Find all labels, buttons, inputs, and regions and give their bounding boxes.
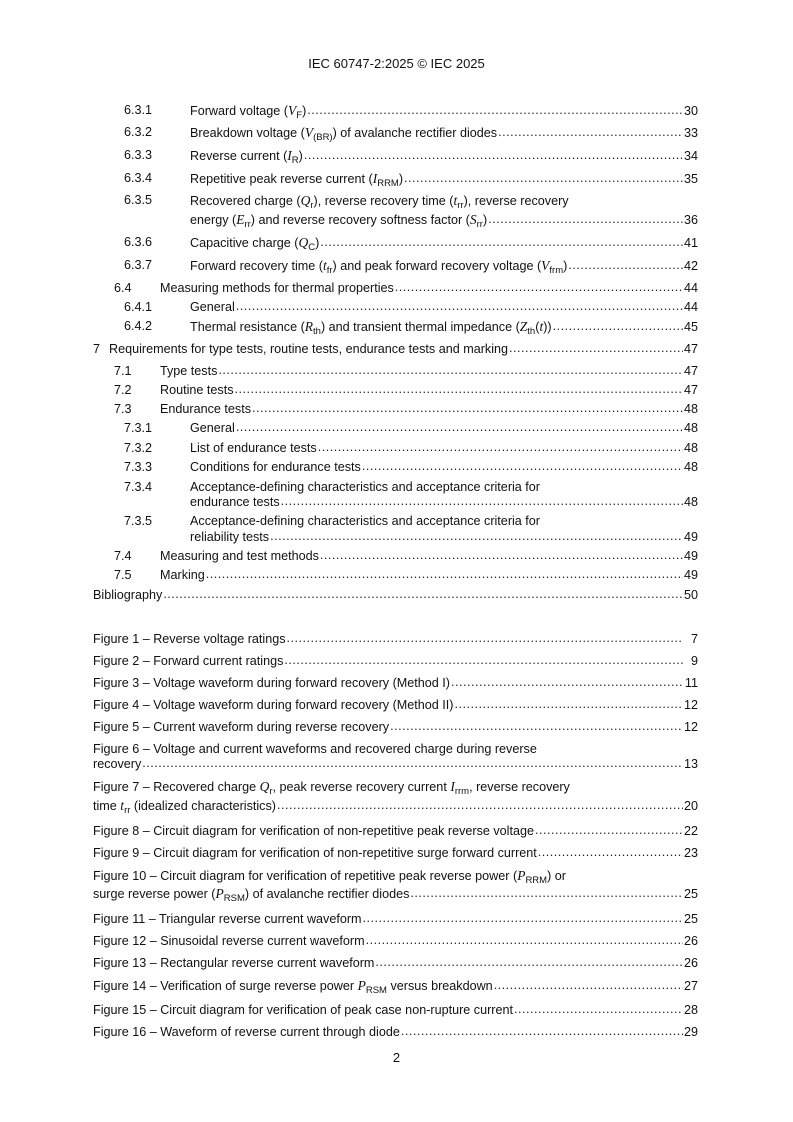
entry-text: General xyxy=(190,300,235,314)
dot-leader xyxy=(307,103,683,117)
page-reference: 30 xyxy=(683,104,698,118)
page-reference: 20 xyxy=(683,799,698,813)
dot-leader xyxy=(142,756,683,770)
page-reference: 27 xyxy=(683,979,698,993)
entry-line xyxy=(190,495,698,509)
page-reference: 36 xyxy=(683,213,698,227)
entry-text: Measuring methods for thermal properties xyxy=(160,281,394,295)
entry-text: Routine tests xyxy=(160,383,234,397)
entry-line xyxy=(93,824,698,838)
subscript: RSM xyxy=(365,985,387,996)
dot-leader xyxy=(270,529,683,543)
entry-title xyxy=(93,632,286,646)
entry-text: Figure 10 – Circuit diagram for verification of repetitive peak reverse power ( xyxy=(93,869,518,883)
entry-text: Figure 3 – Voltage waveform during forward recovery (Method I) xyxy=(93,676,450,690)
entry-title xyxy=(93,886,409,902)
entry-text: ) and peak forward recovery voltage ( xyxy=(332,259,542,273)
entry-line xyxy=(190,148,698,164)
entry-title xyxy=(190,148,303,164)
page-reference: 34 xyxy=(683,149,698,163)
entry-title xyxy=(93,779,570,795)
page-reference: 48 xyxy=(683,460,698,474)
symbol: E xyxy=(236,212,245,227)
entry-title xyxy=(160,549,319,563)
entry-text: energy ( xyxy=(190,213,237,227)
page-reference: 49 xyxy=(683,568,698,582)
entry-line xyxy=(93,934,698,948)
entry-text: Figure 16 – Waveform of reverse current through diode xyxy=(93,1025,400,1039)
page-reference: 33 xyxy=(683,126,698,140)
entry-text: Marking xyxy=(160,568,205,582)
entry-text: Figure 15 – Circuit diagram for verification of peak case non-rupture current xyxy=(93,1003,513,1017)
page-reference: 48 xyxy=(683,441,698,455)
entry-text: surge reverse power ( xyxy=(93,887,216,901)
entry-title xyxy=(190,319,552,335)
section-number: 7.3 xyxy=(114,402,132,416)
dot-leader xyxy=(498,125,683,139)
entry-title xyxy=(190,103,306,119)
page-reference: 47 xyxy=(683,342,698,356)
subscript: RRM xyxy=(377,178,399,189)
symbol: I xyxy=(450,779,455,794)
entry-text: ) and transient thermal impedance ( xyxy=(320,320,520,334)
entry-title xyxy=(190,235,319,251)
page-reference: 13 xyxy=(683,757,698,771)
entry-text: Reverse current ( xyxy=(190,149,288,163)
entry-line xyxy=(93,846,698,860)
subscript: r xyxy=(269,786,273,797)
entry-text: , reverse recovery xyxy=(469,780,570,794)
symbol: t xyxy=(539,319,544,334)
dot-leader xyxy=(284,653,683,667)
dot-leader xyxy=(304,148,683,162)
entry-text: ), reverse recovery time ( xyxy=(313,194,454,208)
section-number: 6.3.6 xyxy=(124,235,153,249)
subscript: frm xyxy=(549,265,564,276)
dot-leader xyxy=(509,341,683,355)
page-reference: 49 xyxy=(683,549,698,563)
symbol: S xyxy=(469,212,477,227)
symbol: I xyxy=(287,148,292,163)
entry-text: ) xyxy=(315,236,320,250)
entry-title xyxy=(190,460,361,474)
entry-line xyxy=(190,530,698,544)
entry-text: Requirements for type tests, routine tests, endurance tests and marking xyxy=(109,342,509,356)
entry-line xyxy=(160,383,698,397)
entry-line xyxy=(93,676,698,690)
entry-title xyxy=(93,720,389,734)
dot-leader xyxy=(553,319,683,333)
section-number: 6.3.1 xyxy=(124,103,153,117)
dot-leader xyxy=(235,382,683,396)
entry-line xyxy=(93,632,698,646)
entry-text: ( xyxy=(535,320,540,334)
page-reference: 45 xyxy=(683,320,698,334)
dot-leader xyxy=(568,258,683,272)
entry-title xyxy=(93,934,365,948)
entry-title xyxy=(190,421,235,435)
entry-line xyxy=(190,235,698,251)
entry-line xyxy=(190,319,698,335)
dot-leader xyxy=(206,567,683,581)
section-number: 6.3.5 xyxy=(124,193,153,207)
subscript: rr xyxy=(124,805,131,816)
dot-leader xyxy=(236,299,683,313)
entry-title xyxy=(93,824,534,838)
entry-text: ), reverse recovery xyxy=(463,194,569,208)
entry-text: versus breakdown xyxy=(386,979,493,993)
entry-title xyxy=(190,125,497,141)
entry-title xyxy=(93,956,374,970)
dot-leader xyxy=(287,631,683,645)
page-reference: 42 xyxy=(683,259,698,273)
section-number: 7.5 xyxy=(114,568,132,582)
page-reference: 11 xyxy=(684,676,698,690)
subscript: rr xyxy=(244,219,251,230)
symbol: Q xyxy=(298,235,309,250)
entry-title xyxy=(190,193,569,209)
subscript: r xyxy=(310,200,314,211)
entry-title xyxy=(93,1025,400,1039)
dot-leader xyxy=(395,280,683,294)
dot-leader xyxy=(366,933,683,947)
entry-text: Forward voltage ( xyxy=(190,104,288,118)
entry-text: Type tests xyxy=(160,364,218,378)
dot-leader xyxy=(320,235,683,249)
page-reference: 25 xyxy=(683,887,698,901)
subscript: RSM xyxy=(223,893,245,904)
page-reference: 48 xyxy=(683,402,698,416)
dot-leader xyxy=(320,548,683,562)
entry-text: Measuring and test methods xyxy=(160,549,319,563)
entry-title xyxy=(160,402,251,416)
section-number: 6.4.2 xyxy=(124,319,153,333)
dot-leader xyxy=(451,675,683,689)
symbol: R xyxy=(304,319,314,334)
entry-title xyxy=(93,978,493,994)
entry-line xyxy=(160,568,698,582)
entry-text: ) xyxy=(302,104,307,118)
dot-leader xyxy=(362,459,683,473)
dot-leader xyxy=(454,697,683,711)
page-reference: 50 xyxy=(683,588,698,602)
section-number: 7.4 xyxy=(114,549,132,563)
entry-text: General xyxy=(190,421,235,435)
section-number: 7.3.2 xyxy=(124,441,153,455)
entry-line xyxy=(190,514,540,528)
entry-title xyxy=(93,846,537,860)
section-number: 6.3.7 xyxy=(124,258,153,272)
entry-line xyxy=(160,549,698,563)
entry-text: , peak reverse recovery current xyxy=(272,780,451,794)
symbol: V xyxy=(541,258,550,273)
dot-leader xyxy=(236,420,683,434)
section-number: 6.3.3 xyxy=(124,148,153,162)
entry-title xyxy=(160,281,394,295)
symbol: Q xyxy=(259,779,270,794)
entry-line xyxy=(93,912,698,926)
entry-line xyxy=(93,779,570,795)
entry-text: Figure 14 – Verification of surge reverse power xyxy=(93,979,358,993)
page-reference: 47 xyxy=(683,364,698,378)
entry-title xyxy=(190,171,403,187)
entry-line xyxy=(190,300,698,314)
entry-text: ) xyxy=(563,259,568,273)
subscript: rr xyxy=(457,200,464,211)
entry-text: (idealized characteristics) xyxy=(130,799,276,813)
entry-title xyxy=(93,654,283,668)
section-number: 7.3.1 xyxy=(124,421,153,435)
entry-text: Forward recovery time ( xyxy=(190,259,323,273)
entry-title xyxy=(160,364,217,378)
entry-title xyxy=(190,258,567,274)
entry-text: endurance tests xyxy=(190,495,280,509)
subscript: C xyxy=(308,242,316,253)
entry-text: Figure 9 – Circuit diagram for verification of non-repetitive surge forward current xyxy=(93,846,537,860)
entry-title xyxy=(190,212,487,228)
entry-text: List of endurance tests xyxy=(190,441,317,455)
entry-line xyxy=(190,103,698,119)
dot-leader xyxy=(163,587,683,601)
entry-title xyxy=(93,676,450,690)
entry-text: Figure 12 – Sinusoidal reverse current waveform xyxy=(93,934,365,948)
entry-line xyxy=(93,698,698,712)
entry-title xyxy=(93,912,362,926)
entry-line xyxy=(93,720,698,734)
page-reference: 23 xyxy=(683,846,698,860)
subscript: th xyxy=(313,326,321,337)
dot-leader xyxy=(281,494,683,508)
entry-title xyxy=(93,742,537,756)
entry-line xyxy=(190,480,540,494)
page-reference: 48 xyxy=(683,495,698,509)
entry-text: Figure 2 – Forward current ratings xyxy=(93,654,284,668)
entry-title xyxy=(190,441,317,455)
symbol: I xyxy=(372,171,378,186)
entry-text: Recovered charge ( xyxy=(190,194,301,208)
dot-leader xyxy=(375,955,683,969)
entry-line xyxy=(190,421,698,435)
page-reference: 41 xyxy=(683,236,698,250)
entry-line xyxy=(93,588,698,602)
entry-title xyxy=(190,530,269,544)
entry-text: Breakdown voltage ( xyxy=(190,126,305,140)
entry-text: time xyxy=(93,799,121,813)
entry-text: )) xyxy=(543,320,552,334)
entry-line xyxy=(93,956,698,970)
section-number: 7.1 xyxy=(114,364,132,378)
dot-leader xyxy=(494,978,683,992)
entry-text: Figure 5 – Current waveform during reverse recovery xyxy=(93,720,390,734)
subscript: rr xyxy=(476,219,483,230)
entry-text: Conditions for endurance tests xyxy=(190,460,361,474)
dot-leader xyxy=(401,1024,683,1038)
section-number: 7 xyxy=(93,342,101,356)
symbol: Z xyxy=(519,319,528,334)
entry-text: Figure 13 – Rectangular reverse current waveform xyxy=(93,956,375,970)
entry-text: Figure 1 – Reverse voltage ratings xyxy=(93,632,286,646)
entry-line xyxy=(93,978,698,994)
page-reference: 44 xyxy=(683,281,698,295)
symbol: V xyxy=(304,125,314,140)
entry-text: ) of avalanche rectifier diodes xyxy=(332,126,498,140)
entry-line xyxy=(93,868,566,884)
page-number: 2 xyxy=(392,1050,401,1065)
page-reference: 25 xyxy=(683,912,698,926)
page-reference: 28 xyxy=(683,1003,698,1017)
entry-line xyxy=(109,342,698,356)
entry-text: ) xyxy=(398,172,404,186)
entry-title xyxy=(93,868,566,884)
dot-leader xyxy=(535,823,683,837)
page-reference: 26 xyxy=(683,956,698,970)
entry-line xyxy=(160,402,698,416)
entry-title xyxy=(160,568,205,582)
entry-text: Endurance tests xyxy=(160,402,252,416)
entry-line xyxy=(160,281,698,295)
page-reference: 9 xyxy=(690,654,698,668)
entry-title xyxy=(190,495,280,509)
entry-line xyxy=(93,757,698,771)
entry-line xyxy=(93,1025,698,1039)
page-reference: 35 xyxy=(683,172,698,186)
entry-title xyxy=(190,480,540,494)
subscript: fr xyxy=(326,265,333,276)
entry-title xyxy=(93,1003,513,1017)
entry-line xyxy=(93,1003,698,1017)
section-number: 7.3.3 xyxy=(124,460,153,474)
entry-line xyxy=(190,460,698,474)
page-reference: 49 xyxy=(683,530,698,544)
entry-title xyxy=(190,514,540,528)
entry-text: reliability tests xyxy=(190,530,270,544)
section-number: 6.4.1 xyxy=(124,300,153,314)
subscript: RRM xyxy=(525,875,548,886)
entry-title xyxy=(93,588,162,602)
entry-text: Figure 11 – Triangular reverse current waveform xyxy=(93,912,362,926)
page-reference: 22 xyxy=(683,824,698,838)
entry-text: Figure 8 – Circuit diagram for verification of non-repetitive peak reverse voltage xyxy=(93,824,534,838)
section-number: 7.2 xyxy=(114,383,132,397)
section-number: 6.3.4 xyxy=(124,171,153,185)
entry-text: ) xyxy=(482,213,488,227)
symbol: P xyxy=(517,868,526,883)
entry-text: Figure 6 – Voltage and current waveforms and recovered charge during reverse xyxy=(93,742,537,756)
entry-text: Figure 7 – Recovered charge xyxy=(93,780,260,794)
entry-text: Acceptance-defining characteristics and acceptance criteria for xyxy=(190,480,541,494)
entry-line xyxy=(190,212,698,228)
symbol: Q xyxy=(300,193,311,208)
symbol: t xyxy=(322,258,327,273)
entry-title xyxy=(93,757,141,771)
subscript: rrm xyxy=(454,786,470,797)
entry-line xyxy=(93,886,698,902)
subscript: F xyxy=(296,110,303,121)
dot-leader xyxy=(318,440,683,454)
entry-text: Bibliography xyxy=(93,588,163,602)
section-number: 6.3.2 xyxy=(124,125,153,139)
section-number: 6.4 xyxy=(114,281,132,295)
entry-line xyxy=(190,441,698,455)
entry-title xyxy=(93,798,276,814)
section-number: 7.3.4 xyxy=(124,480,153,494)
entry-text: Capacitive charge ( xyxy=(190,236,299,250)
entry-title xyxy=(93,698,453,712)
entry-text: Acceptance-defining characteristics and acceptance criteria for xyxy=(190,514,541,528)
dot-leader xyxy=(218,363,683,377)
entry-title xyxy=(109,342,508,356)
entry-line xyxy=(190,258,698,274)
entry-text: Thermal resistance ( xyxy=(190,320,305,334)
entry-title xyxy=(160,383,234,397)
page-reference: 12 xyxy=(683,698,698,712)
dot-leader xyxy=(514,1002,683,1016)
entry-line xyxy=(93,654,698,668)
symbol: t xyxy=(453,193,458,208)
dot-leader xyxy=(277,798,683,812)
entry-text: Figure 4 – Voltage waveform during forward recovery (Method II) xyxy=(93,698,454,712)
entry-text: ) xyxy=(298,149,303,163)
dot-leader xyxy=(252,401,683,415)
entry-text: ) and reverse recovery softness factor ( xyxy=(250,213,470,227)
dot-leader xyxy=(538,845,683,859)
entry-text: recovery xyxy=(93,757,142,771)
entry-line xyxy=(93,798,698,814)
symbol: P xyxy=(357,978,366,993)
entry-line xyxy=(93,742,537,756)
page-reference: 26 xyxy=(683,934,698,948)
page-header: IEC 60747-2:2025 © IEC 2025 xyxy=(308,56,485,71)
page-reference: 7 xyxy=(690,632,698,646)
subscript: R xyxy=(291,155,299,166)
symbol: P xyxy=(215,886,224,901)
entry-line xyxy=(190,171,698,187)
entry-text: Repetitive peak reverse current ( xyxy=(190,172,373,186)
subscript: (BR) xyxy=(313,132,333,143)
entry-line xyxy=(160,364,698,378)
dot-leader xyxy=(363,911,683,925)
entry-line xyxy=(190,193,569,209)
dot-leader xyxy=(404,171,683,185)
page-reference: 29 xyxy=(683,1025,698,1039)
subscript: th xyxy=(527,326,536,337)
page-reference: 12 xyxy=(683,720,698,734)
dot-leader xyxy=(410,886,683,900)
dot-leader xyxy=(488,212,683,226)
page-reference: 48 xyxy=(683,421,698,435)
page-reference: 44 xyxy=(683,300,698,314)
page-reference: 47 xyxy=(683,383,698,397)
entry-title xyxy=(190,300,235,314)
entry-line xyxy=(190,125,698,141)
symbol: V xyxy=(288,103,297,118)
dot-leader xyxy=(390,719,683,733)
section-number: 7.3.5 xyxy=(124,514,153,528)
entry-text: ) of avalanche rectifier diodes xyxy=(244,887,410,901)
symbol: t xyxy=(120,798,125,813)
entry-text: ) or xyxy=(547,869,566,883)
